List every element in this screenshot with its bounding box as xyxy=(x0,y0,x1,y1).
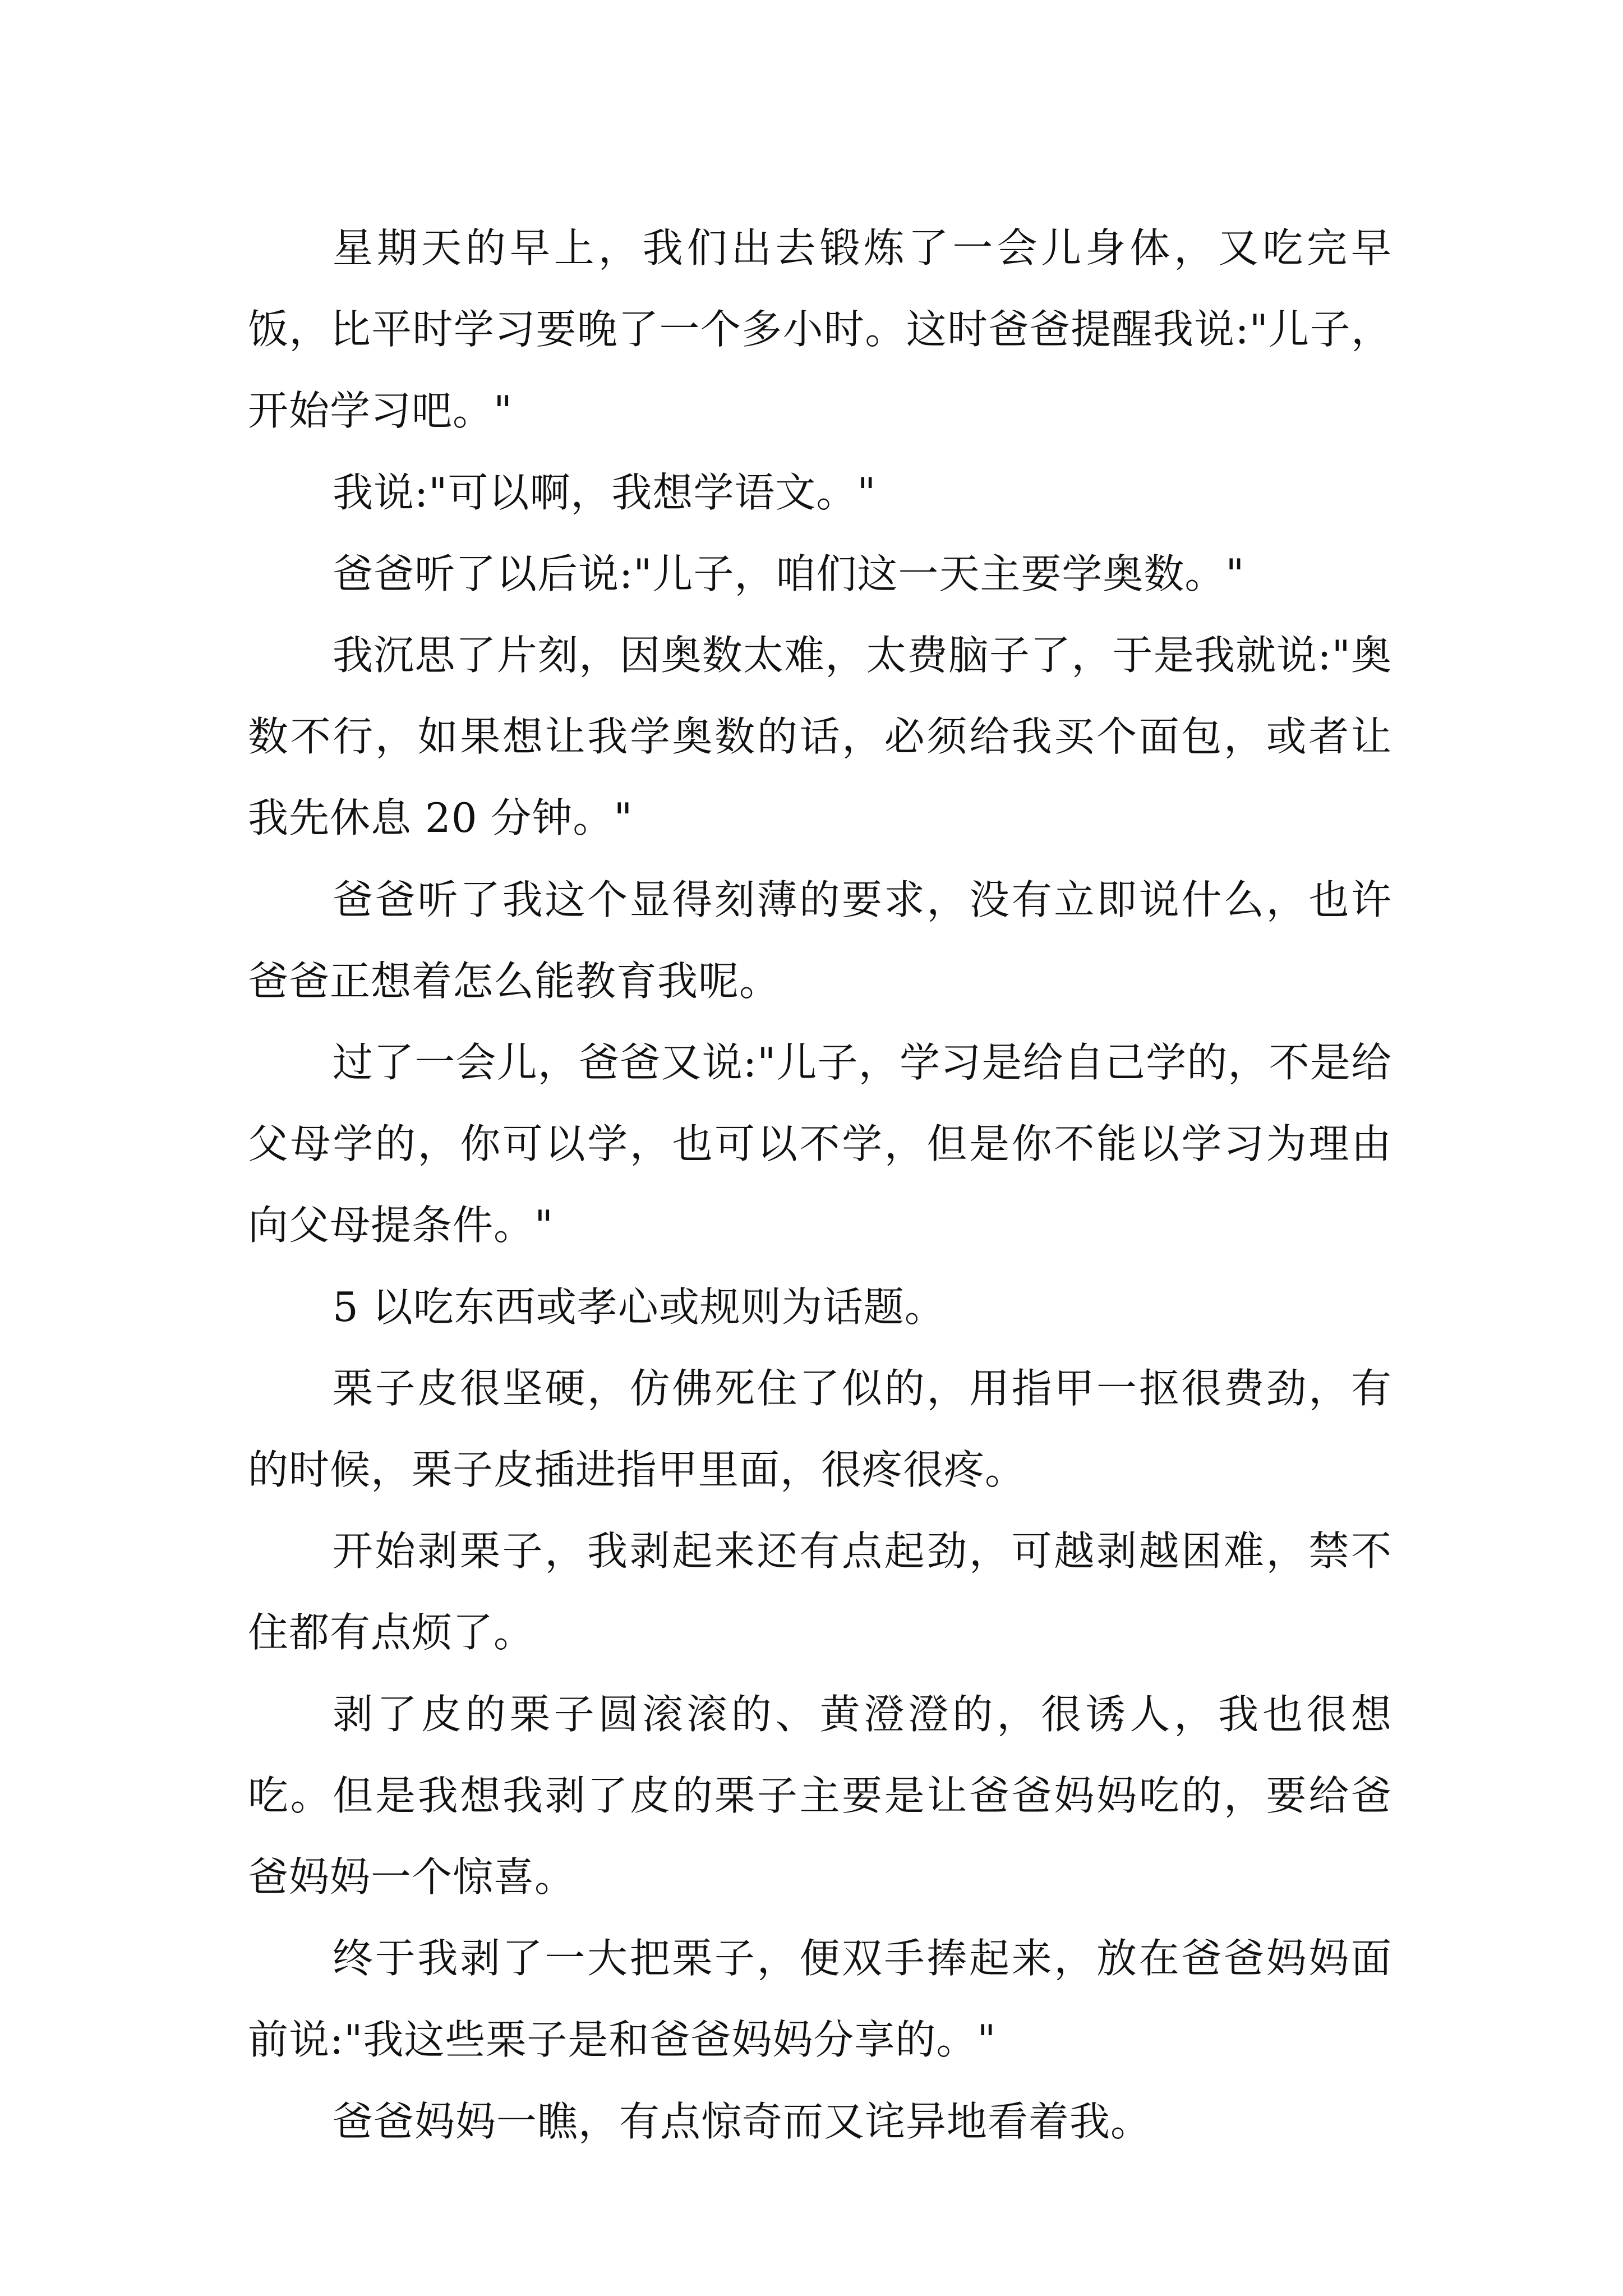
paragraph-8: 栗子皮很坚硬，仿佛死住了似的，用指甲一抠很费劲，有的时候，栗子皮插进指甲里面，很疼很疼。 xyxy=(248,1364,1392,1494)
paragraph-10: 剥了皮的栗子圆滚滚的、黄澄澄的，很诱人，我也很想吃。但是我想我剥了皮的栗子主要是让爸爸妈妈吃的，要给爸爸妈妈一个惊喜。 xyxy=(248,1690,1392,1901)
paragraph-7: 5 以吃东西或孝心或规则为话题。 xyxy=(333,1283,946,1331)
paragraph-4: 我沉思了片刻，因奥数太难，太费脑子了，于是我就说:"奥数不行，如果想让我学奥数的话，必须给我买个面包，或者让我先休息 20 分钟。" xyxy=(248,632,1392,842)
paragraph-3: 爸爸听了以后说:"儿子，咱们这一天主要学奥数。" xyxy=(333,550,1245,597)
paragraph-5: 爸爸听了我这个显得刻薄的要求，没有立即说什么，也许爸爸正想着怎么能教育我呢。 xyxy=(248,876,1392,1005)
paragraph-11: 终于我剥了一大把栗子，便双手捧起来，放在爸爸妈妈面前说:"我这些栗子是和爸爸妈妈分享的。" xyxy=(248,1935,1392,2064)
paragraph-1: 星期天的早上，我们出去锻炼了一会儿身体，又吃完早饭，比平时学习要晚了一个多小时。这时爸爸提醒我说:"儿子，开始学习吧。" xyxy=(248,224,1392,435)
body-text xyxy=(248,208,1392,2162)
paragraph-6: 过了一会儿，爸爸又说:"儿子，学习是给自己学的，不是给父母学的，你可以学，也可以不学，但是你不能以学习为理由向父母提条件。" xyxy=(248,1039,1392,1249)
paragraph-2: 我说:"可以啊，我想学语文。" xyxy=(333,468,877,516)
paragraph-12: 爸爸妈妈一瞧，有点惊奇而又诧异地看着我。 xyxy=(333,2097,1152,2145)
paragraph-9: 开始剥栗子，我剥起来还有点起劲，可越剥越困难，禁不住都有点烦了。 xyxy=(248,1527,1392,1657)
